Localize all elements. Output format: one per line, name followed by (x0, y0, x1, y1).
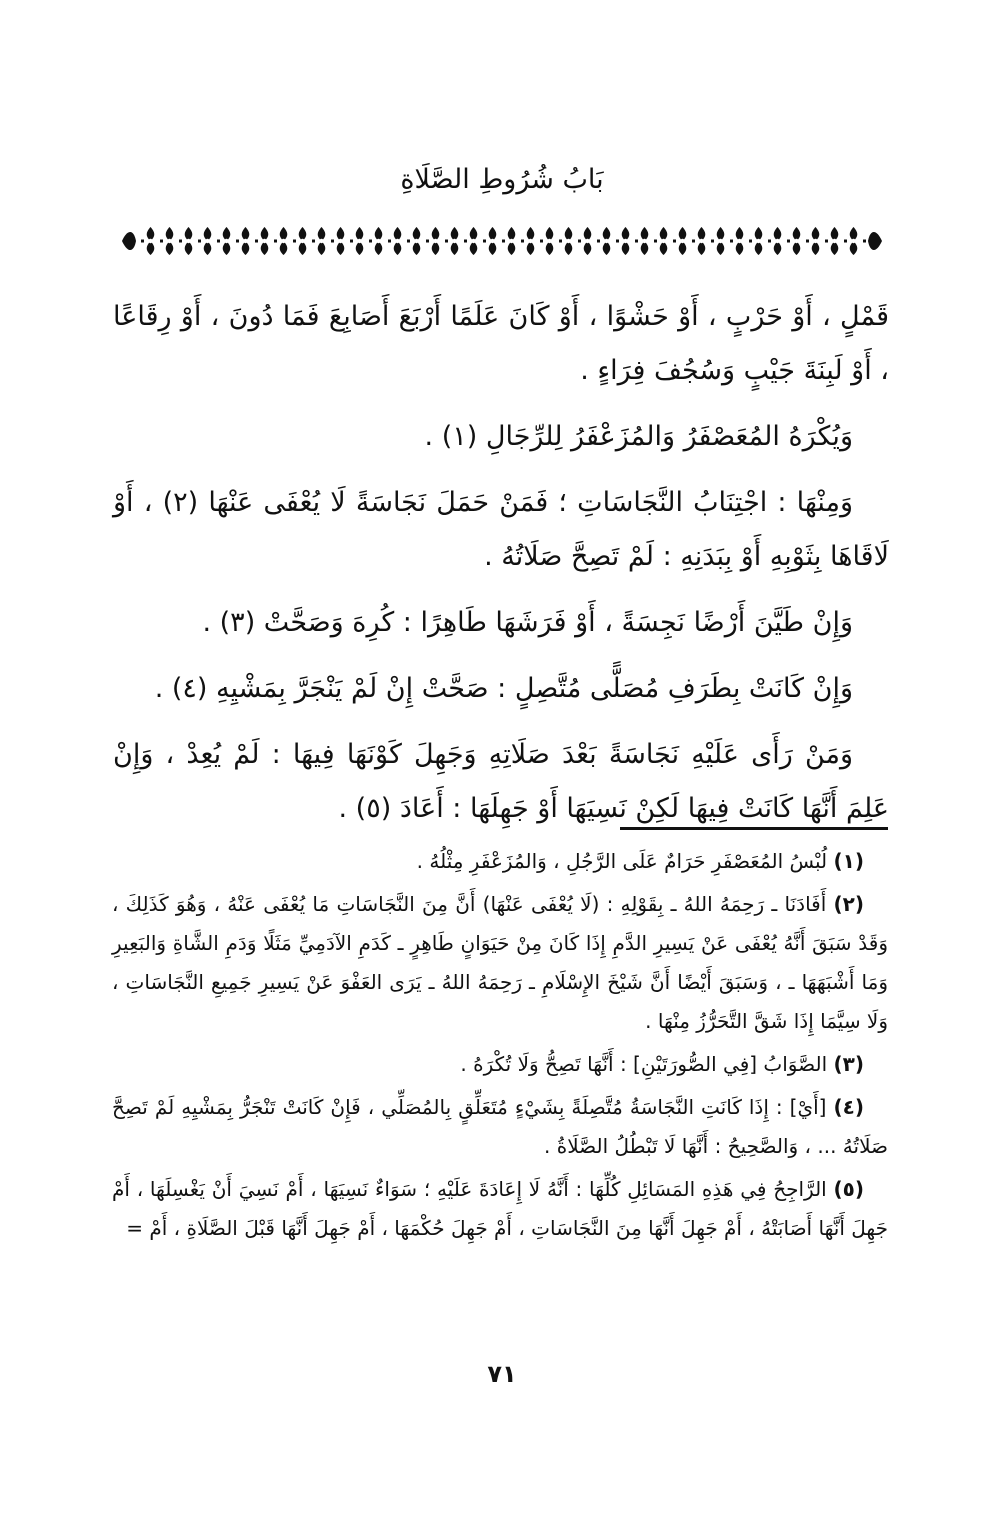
footnote-text: [أَيْ] : إِذَا كَانَتِ النَّجَاسَةُ مُتَّصِلَةً بِشَيْءٍ مُتَعَلِّقٍ بِالمُصَلِّي ، فَإِنْ كَانَتْ تَنْجَرُّ بِمَشْيِهِ لَمْ تَصِحَّ صَلَاتُهُ ... ، وَالصَّحِيحُ : أَنَّهَا لَا تَبْطُلُ الصَّلَاةُ . (112, 1095, 888, 1158)
footnote-text: أَفَادَنَا ـ رَحِمَهُ اللهُ ـ بِقَوْلِهِ : (لَا يُعْفَى عَنْهَا) أَنَّ مِنَ النَّجَاسَاتِ مَا يُعْفَى عَنْهُ ، وَهُوَ كَذَلِكَ ، وَقَدْ سَبَقَ أَنَّهُ يُعْفَى عَنْ يَسِيرِ الدَّمِ إِذَا كَانَ مِنْ حَيَوَانٍ طَاهِرٍ ـ كَدَمِ الآدَمِيِّ مَثَلًا وَدَمِ الشَّاةِ وَالبَعِيرِ وَمَا أَشْبَهَهَا ـ ، وَسَبَقَ أَيْضًا أَنَّ شَيْخَ الإِسْلَامِ ـ رَحِمَهُ اللهُ ـ يَرَى العَفْوَ عَنْ يَسِيرِ جَمِيعِ النَّجَاسَاتِ ، وَلَا سِيَّمَا إِذَا شَقَّ التَّحَرُّزُ مِنْهَا . (112, 892, 888, 1033)
footnote-number: (١) (833, 849, 864, 873)
footnote-item (112, 885, 888, 1041)
main-paragraph: قَمْلٍ ، أَوْ حَرْبٍ ، أَوْ حَشْوًا ، أَوْ كَانَ عَلَمًا أَرْبَعَ أَصَابِعَ فَمَا دُونَ ، أَوْ رِقَاعًا ، أَوْ لَبِنَةَ جَيْبٍ وَسُجُفَ فِرَاءٍ . (113, 301, 889, 386)
footnote-number: (٥) (833, 1177, 865, 1201)
main-paragraph: وَمِنْهَا : اجْتِنَابُ النَّجَاسَاتِ ؛ فَمَنْ حَمَلَ نَجَاسَةً لَا يُعْفَى عَنْهَا (٢) ، أَوْ لَاقَاهَا بِثَوْبِهِ أَوْ بِبَدَنِهِ : لَمْ تَصِحَّ صَلَاتُهُ . (113, 487, 889, 572)
ornament-border-divider (122, 224, 882, 258)
main-paragraph: وَيُكْرَهُ المُعَصْفَرُ وَالمُزَعْفَرُ لِلرِّجَالِ (١) . (424, 421, 853, 452)
main-paragraph: وَإِنْ كَانَتْ بِطَرَفِ مُصَلًّى مُتَّصِلٍ : صَحَّتْ إِنْ لَمْ يَنْجَرَّ بِمَشْيِهِ (٤) . (154, 673, 853, 704)
footnote-number: (٤) (833, 1095, 864, 1119)
footnote-text: الصَّوَابُ [فِي الصُّورَتَيْنِ] : أَنَّهَا تَصِحُّ وَلَا تُكْرَهُ . (460, 1052, 828, 1076)
footnote-item (112, 842, 888, 881)
footnote-separator (620, 827, 888, 830)
footnotes-section (112, 842, 888, 1252)
page-number: ٧١ (487, 1360, 517, 1388)
chapter-header: بَابُ شُرُوطِ الصَّلَاةِ (400, 164, 604, 195)
main-text-body (113, 290, 889, 848)
footnote-item (112, 1170, 888, 1248)
footnote-number: (٢) (833, 892, 864, 916)
main-paragraph: وَإِنْ طَيَّنَ أَرْضًا نَجِسَةً ، أَوْ فَرَشَهَا طَاهِرًا : كُرِهَ وَصَحَّتْ (٣) . (202, 607, 853, 638)
main-paragraph: وَمَنْ رَأَى عَلَيْهِ نَجَاسَةً بَعْدَ صَلَاتِهِ وَجَهِلَ كَوْنَهَا فِيهَا : لَمْ يُعِدْ ، وَإِنْ عَلِمَ أَنَّهَا كَانَتْ فِيهَا لَكِنْ نَسِيَهَا أَوْ جَهِلَهَا : أَعَادَ (٥) . (113, 739, 889, 824)
footnote-text: لُبْسُ المُعَصْفَرِ حَرَامٌ عَلَى الرَّجُلِ ، وَالمُزَعْفَرِ مِثْلُهُ . (416, 849, 828, 873)
footnote-text: الرَّاجِحُ فِي هَذِهِ المَسَائِلِ كُلِّهَا : أَنَّهُ لَا إِعَادَةَ عَلَيْهِ ؛ سَوَاءٌ نَسِيَهَا ، أَمْ نَسِيَ أَنْ يَغْسِلَهَا ، أَمْ جَهِلَ أَنَّهَا أَصَابَتْهُ ، أَمْ جَهِلَ أَنَّهَا مِنَ النَّجَاسَاتِ ، أَمْ جَهِلَ حُكْمَهَا ، أَمْ جَهِلَ أَنَّهَا قَبْلَ الصَّلَاةِ ، أَمْ = (112, 1177, 888, 1240)
footnote-number: (٣) (833, 1052, 864, 1076)
footnote-item (112, 1088, 888, 1166)
footnote-item (112, 1045, 888, 1084)
